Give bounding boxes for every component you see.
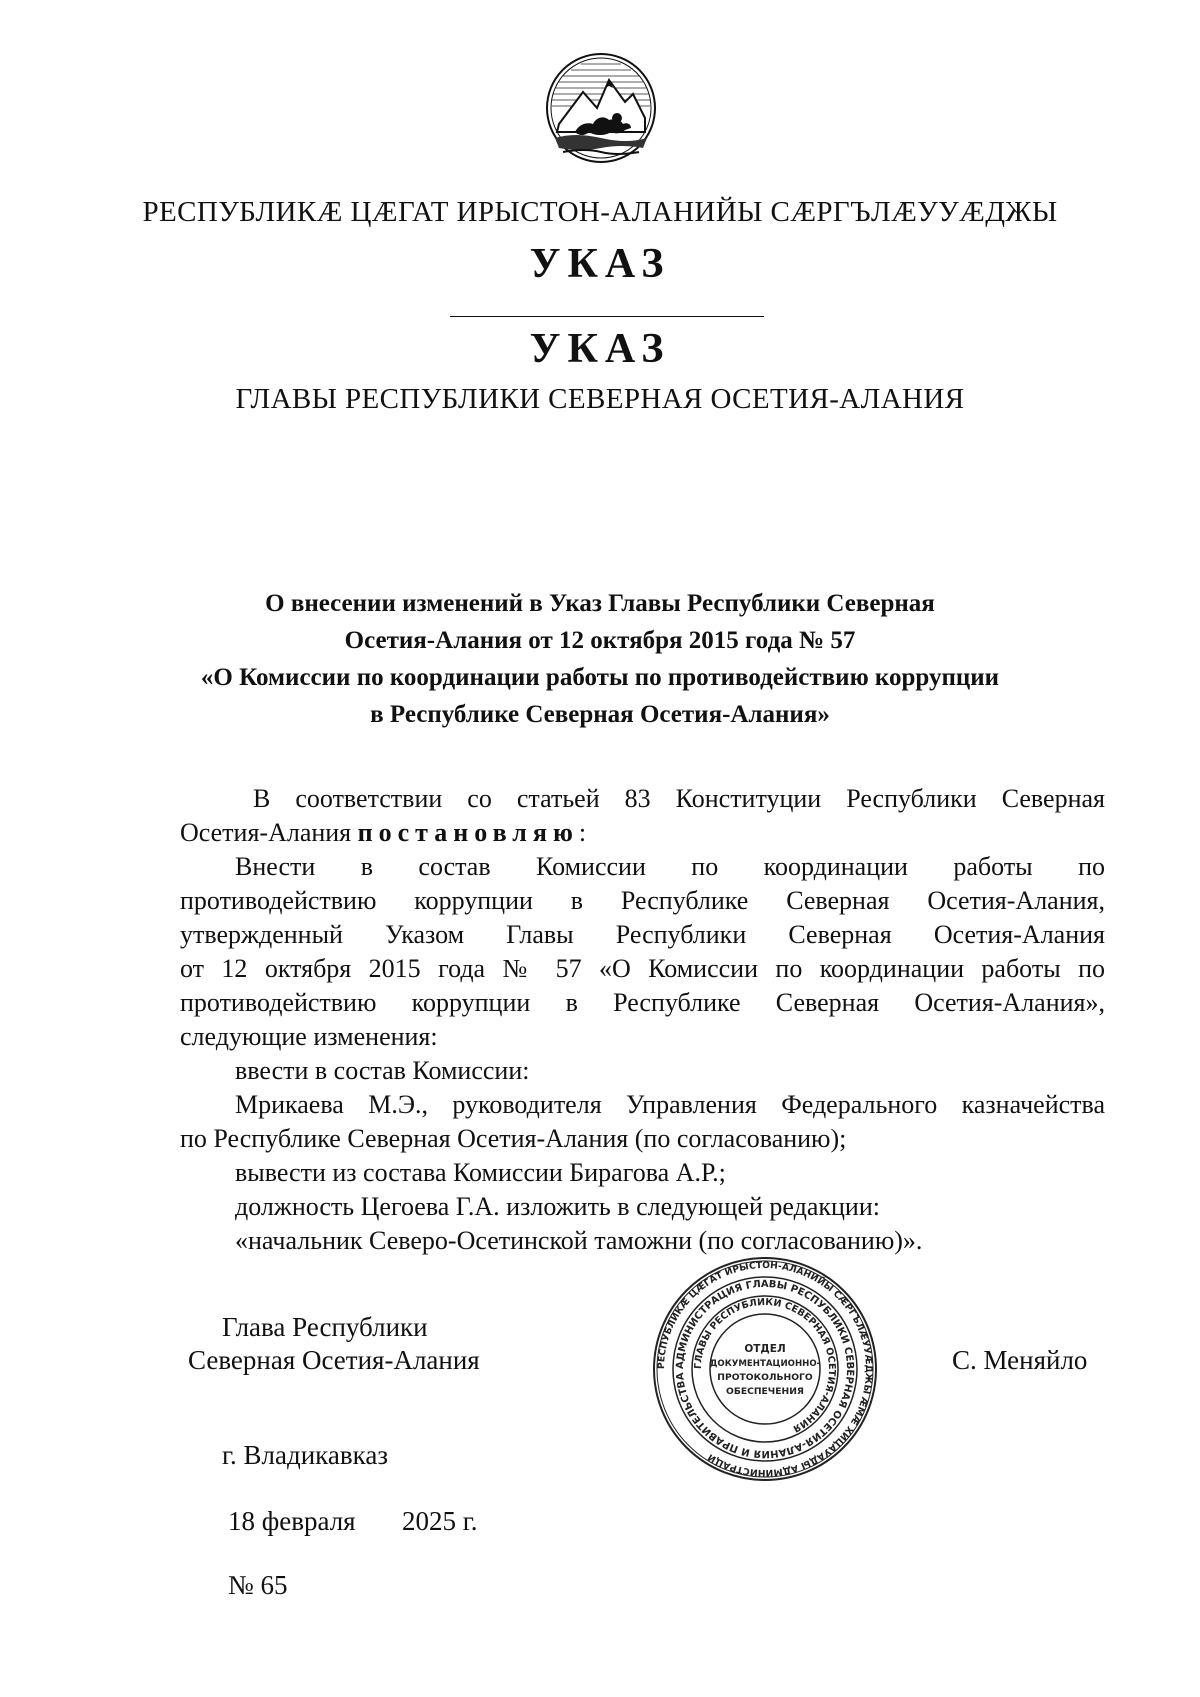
place-of-signing: г. Владикавказ	[222, 1440, 388, 1470]
stamp-center-text: ДОКУМЕНТАЦИОННО-	[709, 1359, 821, 1369]
decree-operative-word: постановляю	[357, 818, 579, 847]
body-paragraph-line: от 12 октября 2015 года № 57 «О Комиссии по координации работы по	[180, 954, 1105, 983]
stamp-center-text: ПРОТОКОЛЬНОГО	[717, 1372, 813, 1383]
decree-heading-russian: УКАЗ	[529, 326, 671, 372]
official-stamp	[652, 1256, 878, 1482]
body-paragraph-line	[180, 816, 586, 850]
body-text: :	[578, 818, 587, 847]
body-paragraph-line: утвержденный Указом Главы Республики Северная Осетия-Алания	[180, 920, 1105, 949]
body-paragraph-line: Мрикаева М.Э., руководителя Управления Федерального казначейства	[235, 1090, 1105, 1119]
coat-of-arms-emblem	[545, 52, 657, 164]
body-paragraph-line: В соответствии со статьей 83 Конституции Республики Северная	[253, 784, 1105, 813]
issuer-name-russian: ГЛАВЫ РЕСПУБЛИКИ СЕВЕРНАЯ ОСЕТИЯ-АЛАНИЯ	[235, 383, 965, 415]
body-paragraph-line: «начальник Северо-Осетинской таможни (по согласованию)».	[235, 1226, 923, 1255]
stamp-middle-ring-text: АДМИНИСТРАЦИЯ ГЛАВЫ РЕСПУБЛИКИ СЕВЕРНАЯ ОСЕТИЯ-АЛАНИЯ И ПРАВИТЕЛЬСТВА	[674, 1278, 856, 1460]
title-line: О внесении изменений в Указ Главы Республики Северная	[265, 590, 935, 617]
title-line: Осетия-Алания от 12 октября 2015 года № 57	[344, 627, 856, 654]
stamp-inner-ring-text: ГЛАВЫ РЕСПУБЛИКИ СЕВЕРНАЯ ОСЕТИЯ-АЛАНИЯ	[692, 1296, 838, 1434]
stamp-outer-ring-text: РЕСПУБЛИКӔ ЦӔГАТ ИРЫСТОН-АЛАНИЙЫ СӔРГЪЛӔУУӔДЖЫ ӔМӔ ХИЦАУАДЫ АДМИНИСТРАЦИ	[655, 1259, 875, 1479]
body-text: Осетия-Алания	[180, 818, 358, 847]
decree-number: № 65	[228, 1570, 288, 1600]
body-paragraph-line: противодействию коррупции в Республике Северная Осетия-Алания»,	[180, 988, 1105, 1017]
title-line: в Республике Северная Осетия-Алания»	[370, 701, 830, 728]
title-line: «О Комиссии по координации работы по противодействию коррупции	[200, 664, 1000, 691]
decree-heading-ossetian: УКАЗ	[529, 241, 671, 287]
body-paragraph-line: противодействию коррупции в Республике Северная Осетия-Алания,	[180, 886, 1105, 915]
stamp-center-text: ОТДЕЛ	[744, 1343, 786, 1355]
decree-title	[150, 585, 1050, 733]
body-paragraph-line: следующие изменения:	[180, 1022, 438, 1051]
body-paragraph-line: Внести в состав Комиссии по координации работы по	[235, 852, 1105, 881]
signatory-position: Северная Осетия-Алания	[188, 1345, 480, 1375]
header-divider	[450, 316, 764, 317]
body-paragraph-line: вывести из состава Комиссии Бирагова А.Р.;	[235, 1158, 726, 1187]
signatory-name: С. Меняйло	[952, 1345, 1088, 1375]
signing-year: 2025 г.	[402, 1506, 478, 1536]
body-paragraph-line: по Республике Северная Осетия-Алания (по согласованию);	[180, 1124, 847, 1153]
signatory-position: Глава Республики	[222, 1312, 428, 1342]
republic-name-ossetian: РЕСПУБЛИКӔ ЦӔГАТ ИРЫСТОН-АЛАНИЙЫ СӔРГЪЛӔУУӔДЖЫ	[142, 196, 1058, 228]
signing-date: 18 февраля	[228, 1506, 356, 1536]
stamp-center-text: ОБЕСПЕЧЕНИЯ	[726, 1386, 804, 1397]
body-paragraph-line: должность Цегоева Г.А. изложить в следующей редакции:	[235, 1192, 880, 1221]
body-paragraph-line: ввести в состав Комиссии:	[235, 1056, 530, 1085]
